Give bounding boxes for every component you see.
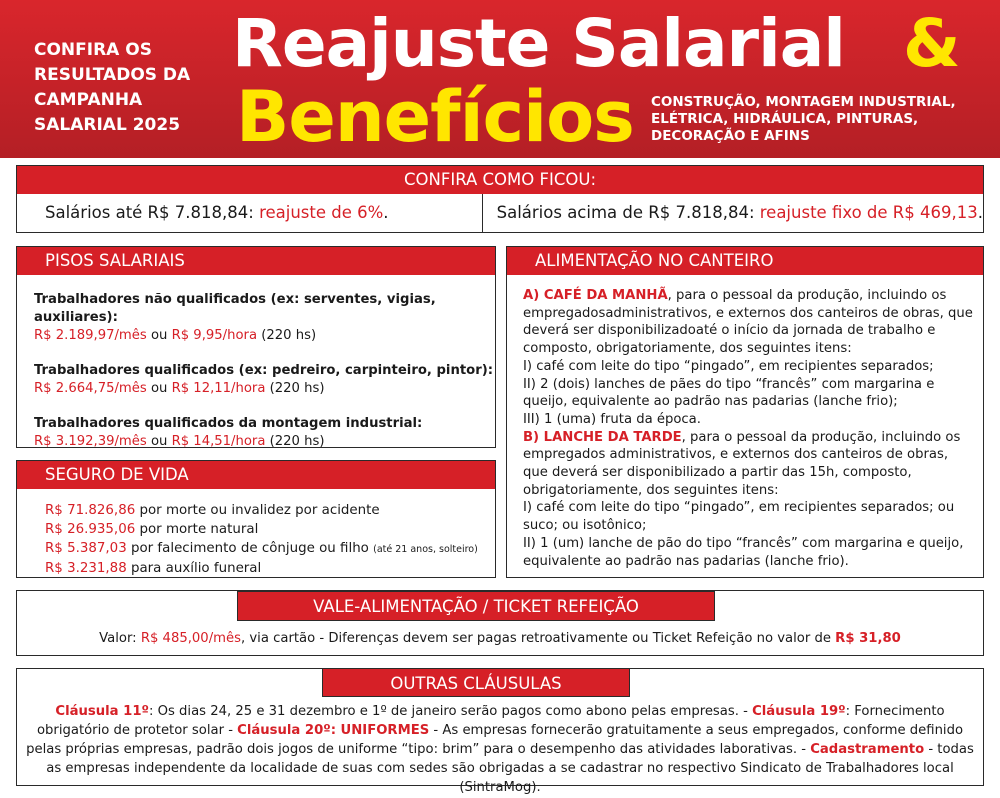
pisos-section <box>16 246 496 448</box>
seguro-item <box>45 520 495 539</box>
punctuation: . <box>383 203 389 222</box>
cafe-item: III) 1 (uma) fruta da época. <box>523 411 701 427</box>
clausula-19-label: Cláusula 19º <box>752 704 846 719</box>
piso-hourly: R$ 12,11/hora <box>171 381 266 396</box>
title-line-1: Reajuste Salarial <box>232 5 845 82</box>
piso-hourly: R$ 9,95/hora <box>171 328 258 343</box>
piso-hourly: R$ 14,51/hora <box>171 434 266 449</box>
confira-title: CONFIRA COMO FICOU: <box>17 166 983 194</box>
cafe-item: II) 2 (dois) lanches de pães do tipo “francês” com margarina e queijo, equivalente ao padrão nas padarias (lanche frio); <box>523 376 935 410</box>
vale-text <box>17 629 983 649</box>
cadastramento-label: Cadastramento <box>810 742 925 757</box>
salary-below-raise: reajuste de 6% <box>259 203 384 222</box>
cafe-label: A) CAFÉ DA MANHÃ <box>523 288 668 303</box>
seguro-value: R$ 71.826,86 <box>45 503 136 518</box>
piso-label: Trabalhadores não qualificados (ex: serventes, vigias, auxiliares): <box>34 292 436 325</box>
confira-section <box>16 165 984 233</box>
piso-item <box>34 362 495 398</box>
piso-item <box>34 415 495 451</box>
alimentacao-title: ALIMENTAÇÃO NO CANTEIRO <box>507 247 983 275</box>
seguro-note: (até 21 anos, solteiro) <box>373 544 478 555</box>
seguro-value: R$ 5.387,03 <box>45 541 127 556</box>
seguro-value: R$ 3.231,88 <box>45 561 127 576</box>
title-ampersand: & <box>903 5 961 82</box>
piso-monthly: R$ 3.192,39/mês <box>34 434 147 449</box>
lanche-paragraph <box>523 429 977 500</box>
sector-line: ELÉTRICA, HIDRÁULICA, PINTURAS, <box>651 111 919 127</box>
salary-below-text: Salários até R$ 7.818,84: <box>45 203 260 222</box>
outras-text <box>17 702 983 797</box>
piso-item <box>34 291 495 345</box>
seguro-text: por morte ou invalidez por acidente <box>135 503 380 518</box>
vale-middle: , via cartão - Diferenças devem ser pagas retroativamente ou Ticket Refeição no valor de <box>240 631 836 646</box>
alimentacao-section <box>506 246 984 578</box>
piso-label: Trabalhadores qualificados (ex: pedreiro, carpinteiro, pintor): <box>34 363 493 378</box>
piso-monthly: R$ 2.664,75/mês <box>34 381 147 396</box>
lanche-item: II) 1 (um) lanche de pão do tipo “francês” com margarina e queijo, equivalente ao padrão nas padarias (lanche frio). <box>523 535 964 569</box>
campaign-line: SALARIAL 2025 <box>34 115 181 135</box>
clausula-20-label: Cláusula 20º: UNIFORMES <box>237 723 430 738</box>
vale-section <box>16 590 984 656</box>
ticket-value: R$ 31,80 <box>835 631 901 646</box>
outras-title: OUTRAS CLÁUSULAS <box>322 668 630 697</box>
title-line-2: Benefícios <box>236 76 634 158</box>
cafe-text: , para o pessoal da produção, incluindo os empregadosadministrativos, e externos dos canteiros de obras, que deverá ser disponibilizadoaté o início da jornada de trabalho e composto, obrigatoriamente, dos seguintes itens: <box>523 288 973 357</box>
piso-hours: (220 hs) <box>257 328 317 343</box>
piso-monthly: R$ 2.189,97/mês <box>34 328 147 343</box>
seguro-text: para auxílio funeral <box>126 561 262 576</box>
salary-above-cell <box>482 194 983 232</box>
clausula-20-text: - As empresas fornecerão gratuitamente a seus empregados, conforme definido pelas próprias empresas, padrão dois jogos de uniforme “tipo: brim” para o desempenho das atividades laborativas. - <box>26 723 964 757</box>
campaign-line: CONFIRA OS <box>34 40 152 60</box>
salary-above-text: Salários acima de R$ 7.818,84: <box>496 203 760 222</box>
campaign-line: RESULTADOS DA <box>34 65 191 85</box>
lanche-text: , para o pessoal da produção, incluindo os empregados administrativos, e externos dos canteiros de obras, que deverá ser disponibilizado a partir das 15h, composto, obrigatoriamente, dos seguintes itens: <box>523 429 961 498</box>
punctuation: . <box>977 203 983 222</box>
clausula-11-label: Cláusula 11º <box>55 704 149 719</box>
seguro-item <box>45 501 495 520</box>
cafe-paragraph <box>523 287 977 358</box>
pisos-title: PISOS SALARIAIS <box>17 247 495 275</box>
campaign-subtitle <box>34 38 224 138</box>
seguro-section <box>16 460 496 578</box>
salary-below-cell <box>17 194 482 232</box>
lanche-item: I) café com leite do tipo “pingado”, em recipientes separados; ou suco; ou isotônico; <box>523 500 955 534</box>
piso-sep: ou <box>146 434 172 449</box>
campaign-line: CAMPANHA <box>34 90 143 110</box>
seguro-title: SEGURO DE VIDA <box>17 461 495 489</box>
seguro-item <box>45 559 495 578</box>
header-banner <box>0 0 1000 158</box>
sector-line: CONSTRUÇÃO, MONTAGEM INDUSTRIAL, <box>651 94 956 110</box>
seguro-item <box>45 539 495 559</box>
clausula-11-text: : Os dias 24, 25 e 31 dezembro e 1º de janeiro serão pagos como abono pelas empresas. - <box>148 704 753 719</box>
outras-section <box>16 668 984 795</box>
piso-sep: ou <box>146 328 172 343</box>
vale-value: R$ 485,00/mês <box>140 631 241 646</box>
seguro-text: por falecimento de cônjuge ou filho <box>126 541 374 556</box>
piso-hours: (220 hs) <box>265 434 325 449</box>
cadastramento-text: - todas as empresas independente da localidade de suas com sedes são obrigadas a se cadastrar no respectivo Sindicato de Trabalhadores local (SintraMog). <box>46 742 974 795</box>
lanche-label: B) LANCHE DA TARDE <box>523 429 682 445</box>
seguro-value: R$ 26.935,06 <box>45 522 136 537</box>
sector-line: DECORAÇÃO E AFINS <box>651 128 810 144</box>
vale-title: VALE-ALIMENTAÇÃO / TICKET REFEIÇÃO <box>237 591 715 621</box>
sector-list <box>651 94 996 145</box>
salary-above-raise: reajuste fixo de R$ 469,13 <box>759 203 978 222</box>
clausula-19-text: : Fornecimento obrigatório de protetor solar - <box>36 704 945 738</box>
vale-prefix: Valor: <box>99 631 141 646</box>
cafe-item: I) café com leite do tipo “pingado”, em recipientes separados; <box>523 358 934 374</box>
piso-label: Trabalhadores qualificados da montagem industrial: <box>34 416 423 431</box>
piso-sep: ou <box>146 381 172 396</box>
piso-hours: (220 hs) <box>265 381 325 396</box>
seguro-text: por morte natural <box>135 522 259 537</box>
